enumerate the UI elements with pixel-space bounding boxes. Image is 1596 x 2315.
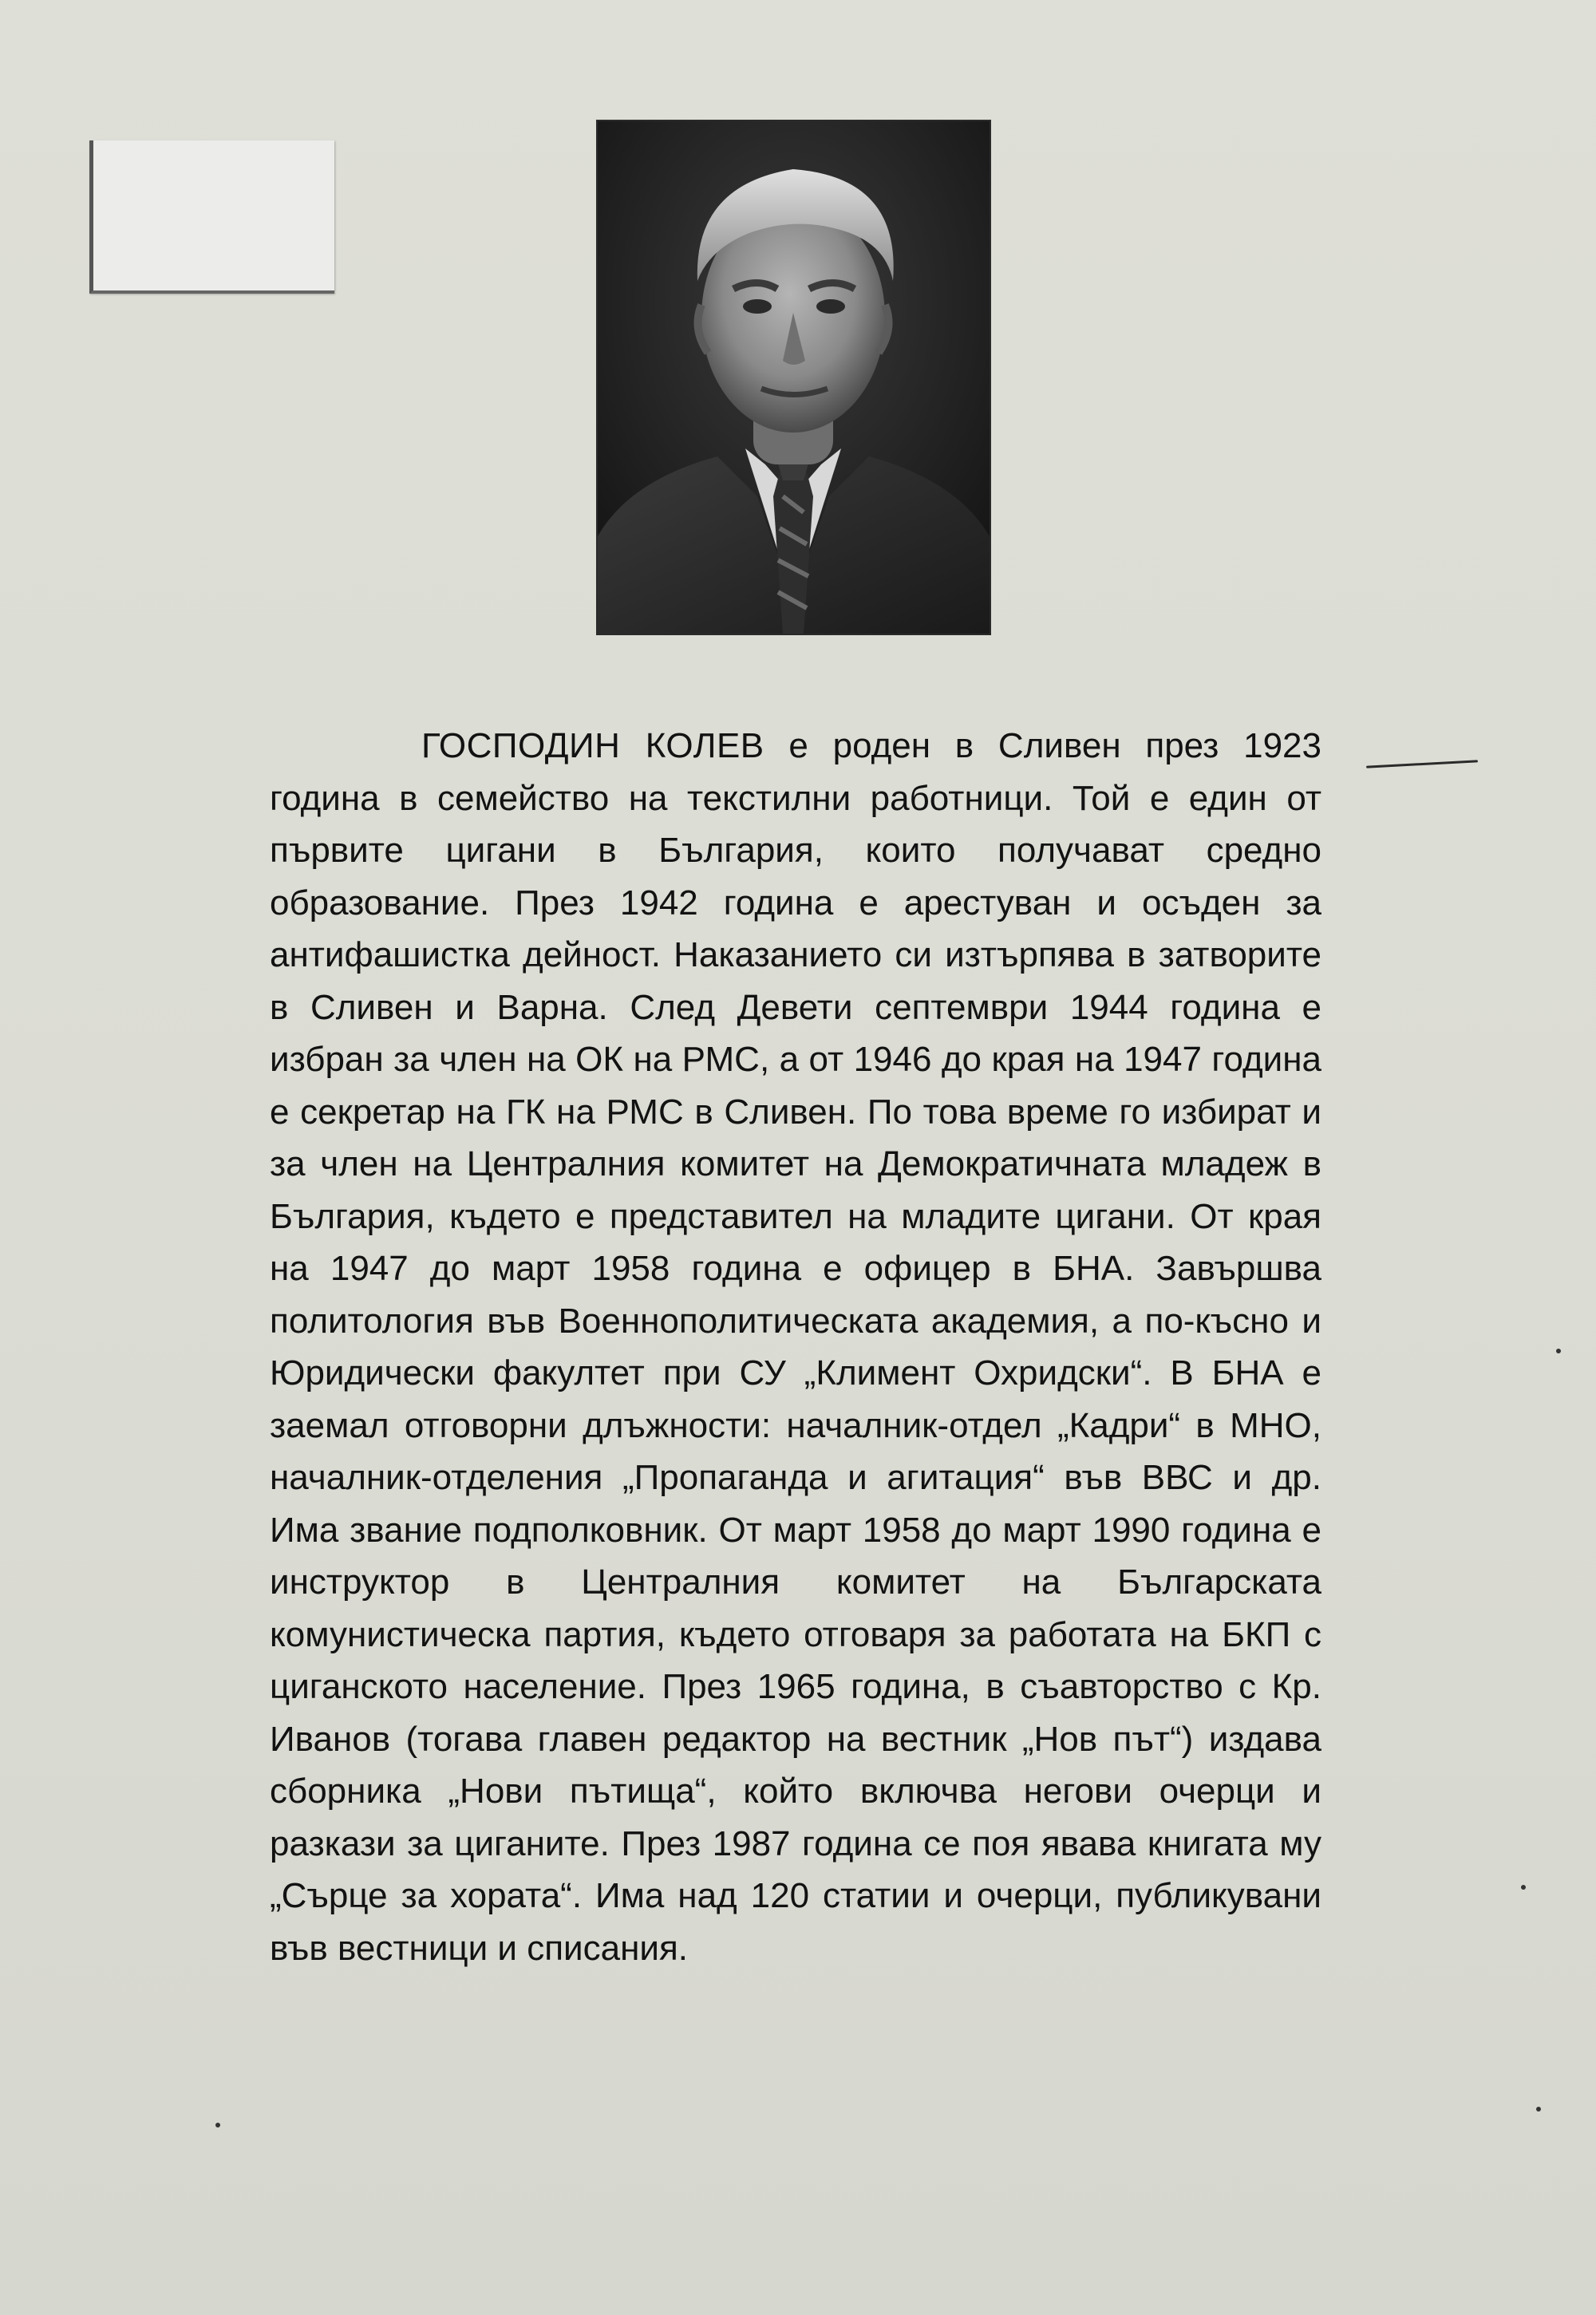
paper-speck <box>215 2123 220 2127</box>
paper-speck <box>1521 1885 1526 1890</box>
biography-text: е роден в Сливен през 1923 година в семейство на текстилни работници. Той е един от първите цигани в България, които получават средно образование. През 1942 година е арестуван и осъден за антифашистка дейност. Наказанието си изтърпява в затворите в Сливен и Варна. След Девети септември 1944 година е избран за член на ОК на РМС, а от 1946 до края на 1947 година е секретар на ГК на РМС в Сливен. По това време го избират и за член на Централния комитет на Демократичната младеж в България, където е представител на младите цигани. От края на 1947 до март 1958 година е офицер в БНА. Завършва политология във Военнополитическата академия, а по-късно и Юридически факултет при СУ „Климент Охридски“. В БНА е заемал отговорни длъжности: началник-отдел „Кадри“ в МНО, началник-отделения „Пропаганда и агитация“ във ВВС и др. Има звание подполковник. От март 1958 до март 1990 година е инструктор в Централния комитет на Българската комунистическа партия, където отговаря за работата на БКП с циганското население. През 1965 година, в съавторство с Кр. Иванов (тогава главен редактор на вестник „Нов път“) издава сборника „Нови пътища“, който включва негови очерци и разкази за циганите. През 1987 година се поя явава книгата му „Сърце за хората“. Има над 120 статии и очерци, публикувани във вестници и списания. <box>270 726 1321 1968</box>
paper-speck <box>1556 1349 1561 1353</box>
blank-sticker-label <box>89 140 334 294</box>
author-portrait-photo <box>598 121 990 634</box>
portrait-image <box>598 121 990 634</box>
paper-scratch-mark <box>1366 760 1478 768</box>
paper-speck <box>1536 2107 1541 2112</box>
author-biography <box>270 720 1321 1974</box>
author-name: ГОСПОДИН КОЛЕВ <box>421 726 764 765</box>
